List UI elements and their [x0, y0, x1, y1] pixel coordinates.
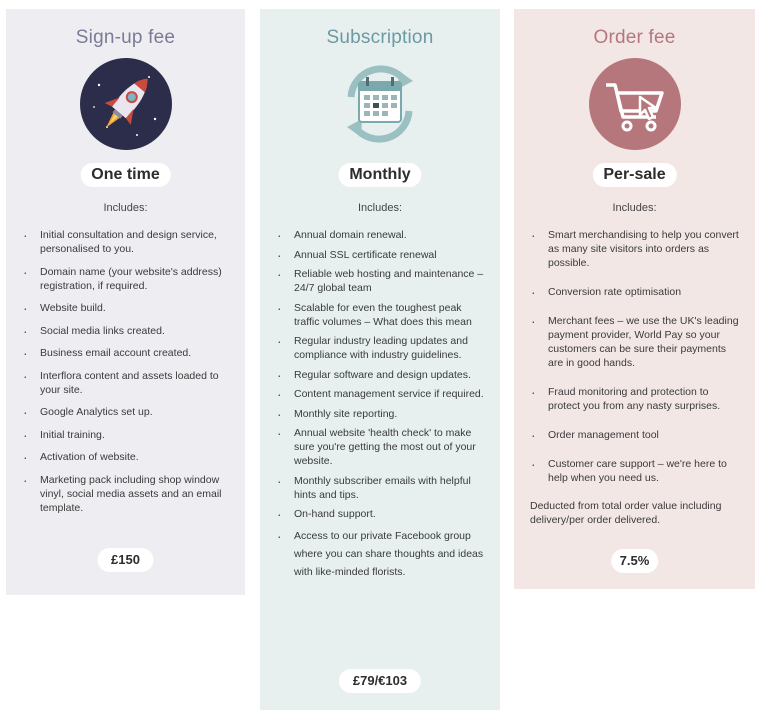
price-badge: 7.5% — [611, 549, 659, 573]
list-item: · Scalable for even the toughest peak traffic volumes – What does this mean — [277, 301, 486, 329]
price-badge: £150 — [97, 548, 154, 572]
list-item: · Reliable web hosting and maintenance – 24/7 global team — [277, 267, 486, 295]
frequency-badge: Per-sale — [592, 163, 676, 187]
list-item: · Activation of website. — [23, 450, 231, 464]
fee-note: Deducted from total order value including delivery/per order delivered. — [530, 500, 722, 526]
card-title: Subscription — [326, 27, 434, 48]
list-item: · Marketing pack including shop window vinyl, social media assets and an email template. — [23, 473, 231, 515]
list-item: · Smart merchandising to help you convert as many site visitors into orders as possible. — [531, 228, 741, 270]
list-item: · Social media links created. — [23, 324, 231, 338]
list-item: · Content management service if required. — [277, 387, 486, 401]
signup-fee-card — [6, 9, 245, 595]
card-title: Order fee — [593, 27, 676, 48]
includes-label: Includes: — [103, 202, 148, 214]
list-item: · Annual website 'health check' to make sure you're getting the most out of your website. — [277, 426, 486, 468]
includes-label: Includes: — [357, 202, 403, 214]
list-item: · Business email account created. — [23, 346, 231, 360]
order-fee-card — [514, 9, 755, 589]
feature-list — [531, 228, 741, 500]
list-item: · Regular industry leading updates and compliance with industry guidelines. — [277, 334, 486, 362]
list-item: · Initial consultation and design service, personalised to you. — [23, 228, 231, 256]
list-item: · Interflora content and assets loaded to your site. — [23, 369, 231, 397]
list-item: · Monthly subscriber emails with helpful hints and tips. — [277, 474, 486, 502]
list-item: · On-hand support. — [277, 507, 486, 521]
list-item: · Annual SSL certificate renewal — [277, 248, 486, 262]
feature-list — [277, 228, 486, 586]
list-item: · Merchant fees – we use the UK's leading payment provider, World Pay so your customers can be sure their payments are in good hands. — [531, 314, 741, 370]
calendar-refresh-icon — [333, 57, 427, 151]
list-item: · Initial training. — [23, 428, 231, 442]
list-item: · Conversion rate optimisation — [531, 285, 741, 299]
price-badge: £79/€103 — [339, 669, 421, 693]
includes-label: Includes: — [612, 202, 657, 214]
list-item: · Order management tool — [531, 428, 741, 442]
card-title: Sign-up fee — [75, 27, 176, 48]
list-item: · Monthly site reporting. — [277, 407, 486, 421]
list-item: · Regular software and design updates. — [277, 368, 486, 382]
list-item: · Fraud monitoring and protection to protect you from any nasty surprises. — [531, 385, 741, 413]
frequency-badge: One time — [80, 163, 170, 187]
list-item: · Domain name (your website's address) registration, if required. — [23, 265, 231, 293]
list-item: · Website build. — [23, 301, 231, 315]
shopping-cart-icon — [588, 57, 682, 151]
list-item: · Customer care support – we're here to help when you need us. — [531, 457, 741, 485]
list-item: · Google Analytics set up. — [23, 405, 231, 419]
list-item: · Access to our private Facebook group where you can share thoughts and ideas with like-minded florists. — [277, 527, 486, 581]
frequency-badge: Monthly — [338, 163, 421, 187]
subscription-card — [260, 9, 500, 710]
feature-list — [23, 228, 231, 523]
rocket-icon — [79, 57, 173, 151]
list-item: · Annual domain renewal. — [277, 228, 486, 242]
